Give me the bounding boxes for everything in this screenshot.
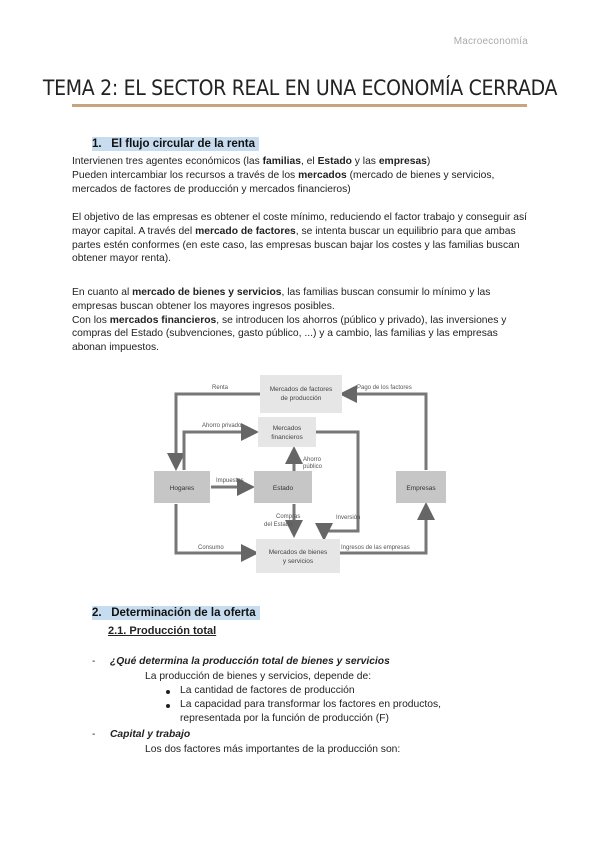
label-ahorro-privado: Ahorro privado xyxy=(202,423,242,429)
label-compras-2: del Estado xyxy=(264,522,293,528)
item-1-text: La producción de bienes y servicios, depende de: xyxy=(145,671,372,682)
circular-flow-diagram xyxy=(150,371,450,581)
section-1-number: 1. xyxy=(92,138,102,150)
page-title: TEMA 2: EL SECTOR REAL EN UNA ECONOMÍA CERRADA xyxy=(42,76,558,100)
box-bienes-line2: y servicios xyxy=(282,558,314,565)
paragraph-markets: En cuanto al mercado de bienes y servicios, las familias buscan consumir lo mínimo y las empresas buscan obtener los mayores ingresos posibles. Con los mercados financieros, se introducen los ahorros (público y privado), las inversiones y compras del Estado (subvenciones, gasto público, ...) y a cambio, las familias y las empresas abonan impuestos. xyxy=(72,287,507,354)
flow-ahorro-privado xyxy=(184,432,256,470)
box-financieros-line2: financieros xyxy=(271,434,303,441)
box-hogares-label: Hogares xyxy=(169,485,195,492)
box-bienes-line1: Mercados de bienes xyxy=(268,549,328,556)
box-mercados-financieros xyxy=(258,417,316,447)
box-factores-line1: Mercados de factores xyxy=(269,386,333,393)
bullet-dot xyxy=(166,690,170,694)
item-2-dash: - xyxy=(92,729,96,740)
label-pago-factores: Pago de los factores xyxy=(357,385,412,391)
title-underline xyxy=(72,104,527,107)
label-compras-1: Compras xyxy=(276,514,301,520)
label-consumo: Consumo xyxy=(198,545,224,551)
label-inversion: Inversión xyxy=(336,515,361,521)
bullet-dot xyxy=(166,704,170,708)
box-financieros-line1: Mercados xyxy=(272,425,302,432)
flow-inversion xyxy=(316,432,361,538)
course-header-label: Macroeconomía xyxy=(453,36,528,47)
box-factores-line2: de producción xyxy=(280,395,322,402)
section-1-heading xyxy=(92,138,259,150)
section-2-title: Determinación de la oferta xyxy=(111,607,256,619)
label-ahorro-publico-2: público xyxy=(303,464,323,470)
item-1-bullet-2: La capacidad para transformar los factores en productos, xyxy=(180,699,441,710)
item-2-text: Los dos factores más importantes de la producción son: xyxy=(145,744,401,755)
item-1-dash: - xyxy=(92,656,96,667)
section-1-title: El flujo circular de la renta xyxy=(111,138,255,150)
item-1-title: ¿Qué determina la producción total de bienes y servicios xyxy=(110,656,390,667)
paragraph-agents: Intervienen tres agentes económicos (las familias, el Estado y las empresas) Pueden intercambiar los recursos a través de los mercados (mercado de bienes y servicios, mercados de factores de producción y mercados financieros) xyxy=(72,156,495,195)
box-mercados-bienes xyxy=(256,539,340,573)
item-1-bullet-2-cont: representada por la función de producción (F) xyxy=(180,713,389,724)
section-2-heading xyxy=(92,607,260,619)
item-1-bullet-1: La cantidad de factores de producción xyxy=(180,685,355,696)
subsection-2-1-heading: 2.1. Producción total xyxy=(108,625,217,637)
label-ahorro-publico-1: Ahorro xyxy=(303,457,322,463)
section-2-number: 2. xyxy=(92,607,102,619)
label-renta: Renta xyxy=(212,385,229,391)
label-ingresos: Ingresos de las empresas xyxy=(341,545,410,551)
box-estado-label: Estado xyxy=(272,485,294,492)
paragraph-market-factors: El objetivo de las empresas es obtener el coste mínimo, reduciendo el factor trabajo y conseguir así mayor capital. A través del mercado de factores, se intenta buscar un equilibrio para que ambas partes estén conformes (en este caso, las empresas buscan bajar los costes y las familias buscan obtener mayor renta). xyxy=(72,212,528,265)
box-empresas-label: Empresas xyxy=(406,485,436,492)
item-2-title: Capital y trabajo xyxy=(110,729,191,740)
box-mercados-factores xyxy=(260,375,342,413)
label-impuestos: Impuestos xyxy=(216,478,244,484)
